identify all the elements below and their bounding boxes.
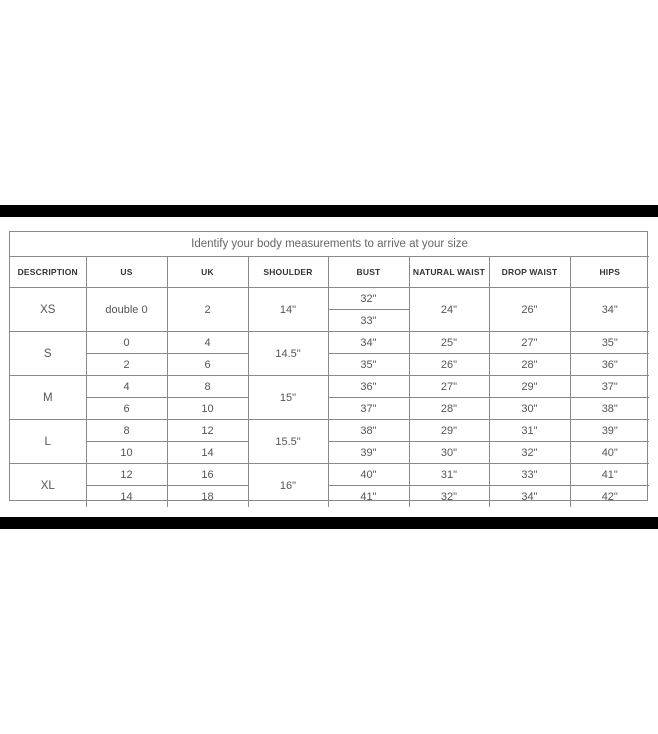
drop-waist-cell: 27" — [489, 332, 570, 354]
uk-size-cell: 6 — [167, 354, 248, 376]
shoulder-cell: 14" — [248, 288, 328, 332]
us-size-cell: 12 — [86, 464, 167, 486]
header-description: DESCRIPTION — [10, 257, 86, 288]
size-chart — [9, 231, 648, 501]
table-row — [10, 420, 649, 442]
bust-cell: 32" — [328, 288, 409, 310]
table-row — [10, 398, 649, 420]
bust-cell: 35" — [328, 354, 409, 376]
size-description: L — [10, 420, 86, 464]
natural-waist-cell: 31" — [409, 464, 489, 486]
us-size-cell: 0 — [86, 332, 167, 354]
uk-size-cell: 2 — [167, 288, 248, 332]
hips-cell: 34" — [570, 288, 649, 332]
natural-waist-cell: 24" — [409, 288, 489, 332]
table-row — [10, 442, 649, 464]
hips-cell: 37" — [570, 376, 649, 398]
table-row — [10, 332, 649, 354]
header-shoulder: SHOULDER — [248, 257, 328, 288]
natural-waist-cell: 29" — [409, 420, 489, 442]
natural-waist-cell: 27" — [409, 376, 489, 398]
hips-cell: 41" — [570, 464, 649, 486]
hips-cell: 42" — [570, 486, 649, 508]
bust-cell: 41" — [328, 486, 409, 508]
drop-waist-cell: 33" — [489, 464, 570, 486]
drop-waist-cell: 30" — [489, 398, 570, 420]
size-description: XS — [10, 288, 86, 332]
table-row — [10, 376, 649, 398]
table-row — [10, 288, 649, 310]
shoulder-cell: 14.5" — [248, 332, 328, 376]
natural-waist-cell: 28" — [409, 398, 489, 420]
us-size-cell: 4 — [86, 376, 167, 398]
uk-size-cell: 8 — [167, 376, 248, 398]
hips-cell: 38" — [570, 398, 649, 420]
size-description: M — [10, 376, 86, 420]
top-black-bar — [0, 205, 658, 217]
us-size-cell: 10 — [86, 442, 167, 464]
bust-cell: 38" — [328, 420, 409, 442]
shoulder-cell: 16" — [248, 464, 328, 508]
shoulder-cell: 15" — [248, 376, 328, 420]
bottom-black-bar — [0, 517, 658, 529]
drop-waist-cell: 34" — [489, 486, 570, 508]
size-description: S — [10, 332, 86, 376]
table-row — [10, 354, 649, 376]
us-size-cell: 8 — [86, 420, 167, 442]
header-drop-waist: DROP WAIST — [489, 257, 570, 288]
chart-title: Identify your body measurements to arrive at your size — [10, 232, 649, 257]
hips-cell: 35" — [570, 332, 649, 354]
us-size-cell: 2 — [86, 354, 167, 376]
us-size-cell: double 0 — [86, 288, 167, 332]
header-natural-waist: NATURAL WAIST — [409, 257, 489, 288]
hips-cell: 36" — [570, 354, 649, 376]
bust-cell: 37" — [328, 398, 409, 420]
us-size-cell: 6 — [86, 398, 167, 420]
table-row — [10, 464, 649, 486]
shoulder-cell: 15.5" — [248, 420, 328, 464]
drop-waist-cell: 32" — [489, 442, 570, 464]
drop-waist-cell: 26" — [489, 288, 570, 332]
hips-cell: 39" — [570, 420, 649, 442]
uk-size-cell: 10 — [167, 398, 248, 420]
table-row — [10, 486, 649, 508]
drop-waist-cell: 29" — [489, 376, 570, 398]
bust-cell: 33" — [328, 310, 409, 332]
header-bust: BUST — [328, 257, 409, 288]
natural-waist-cell: 25" — [409, 332, 489, 354]
uk-size-cell: 14 — [167, 442, 248, 464]
uk-size-cell: 16 — [167, 464, 248, 486]
drop-waist-cell: 31" — [489, 420, 570, 442]
size-description: XL — [10, 464, 86, 508]
header-us: US — [86, 257, 167, 288]
uk-size-cell: 12 — [167, 420, 248, 442]
drop-waist-cell: 28" — [489, 354, 570, 376]
natural-waist-cell: 26" — [409, 354, 489, 376]
header-uk: UK — [167, 257, 248, 288]
uk-size-cell: 4 — [167, 332, 248, 354]
header-hips: HIPS — [570, 257, 649, 288]
bust-cell: 34" — [328, 332, 409, 354]
natural-waist-cell: 30" — [409, 442, 489, 464]
uk-size-cell: 18 — [167, 486, 248, 508]
bust-cell: 39" — [328, 442, 409, 464]
hips-cell: 40" — [570, 442, 649, 464]
bust-cell: 40" — [328, 464, 409, 486]
size-chart-table — [10, 232, 649, 507]
us-size-cell: 14 — [86, 486, 167, 508]
natural-waist-cell: 32" — [409, 486, 489, 508]
bust-cell: 36" — [328, 376, 409, 398]
